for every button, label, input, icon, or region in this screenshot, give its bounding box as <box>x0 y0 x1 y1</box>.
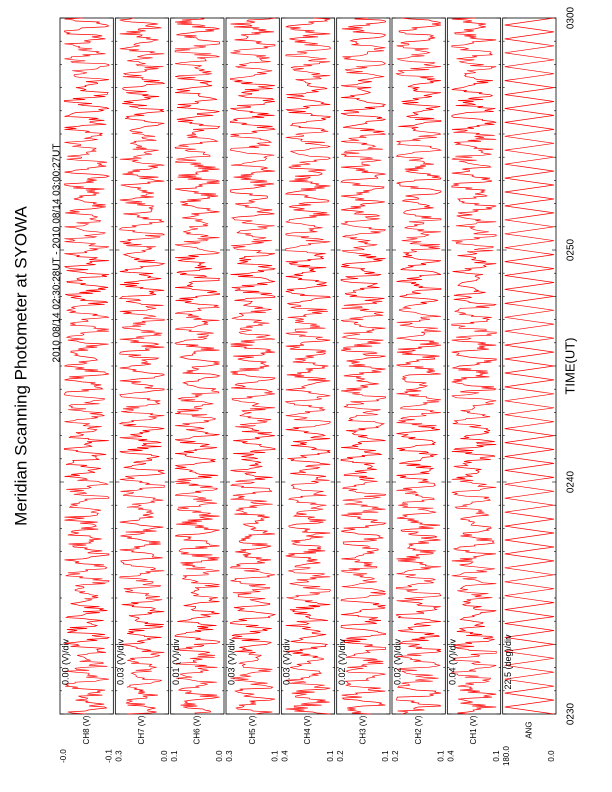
y-tick-label-top: 0.2 <box>391 750 401 762</box>
scale-label-ch2: 0.02 (V)/div <box>392 638 403 686</box>
panel-ch6 <box>171 18 224 714</box>
y-tick-label-bottom: 0.1 <box>491 750 501 762</box>
scale-label-ch8: 0.00 (V)/div <box>60 638 71 686</box>
channel-label-ch1: CH1 (V) <box>469 715 479 745</box>
panel-frame <box>171 18 224 714</box>
panel-frame <box>115 18 168 714</box>
scale-label-ch5: 0.03 (V)/div <box>226 638 237 686</box>
series-trace-ch2 <box>397 18 441 714</box>
series-trace-ch1 <box>452 18 496 714</box>
channel-label-ch3: CH3 (V) <box>358 715 368 745</box>
y-tick-label-bottom: 0.1 <box>270 750 280 762</box>
series-trace-ang <box>505 18 554 714</box>
panel-ch2 <box>392 18 445 714</box>
y-tick-label-bottom: -0.1 <box>104 749 114 763</box>
series-trace-ch7 <box>120 18 164 714</box>
y-tick-label-top: 0.2 <box>335 750 345 762</box>
y-tick-label-top: 0.3 <box>114 750 124 762</box>
channel-label-ch7: CH7 (V) <box>137 715 147 745</box>
channel-label-ch8: CH8 (V) <box>81 715 91 745</box>
channel-label-ch5: CH5 (V) <box>247 715 257 745</box>
y-tick-label-bottom: 0.1 <box>381 750 391 762</box>
channel-label-ch6: CH6 (V) <box>192 715 202 745</box>
y-tick-label-bottom: 0.1 <box>436 750 446 762</box>
panel-ch1 <box>447 18 500 714</box>
panel-frame <box>503 18 556 714</box>
panel-ch8 <box>60 18 113 714</box>
scale-label-ch1: 0.04 (V)/div <box>447 638 458 686</box>
x-tick-label-0250: 0250 <box>565 238 577 262</box>
scale-label-ch3: 0.02 (V)/div <box>337 638 348 686</box>
chart-subtitle: 2010 08/14 02:30:28UT - 2010 08/14 03:00:27UT <box>51 143 63 363</box>
chart-title: Meridian Scanning Photometer at SYOWA <box>11 206 31 526</box>
series-trace-ch6 <box>175 18 219 714</box>
panel-ch5 <box>226 18 279 714</box>
scale-label-ch4: 0.03 (V)/div <box>281 638 292 686</box>
y-tick-label-bottom: 0.0 <box>159 750 169 762</box>
channel-label-ch4: CH4 (V) <box>303 715 313 745</box>
y-tick-label-top: 0.4 <box>280 750 290 762</box>
y-tick-label-top: 0.1 <box>169 750 179 762</box>
x-axis-label: TIME(UT) <box>562 337 578 395</box>
y-tick-label-top: 0.4 <box>446 750 456 762</box>
series-trace-ch8 <box>65 18 109 714</box>
series-trace-ch4 <box>286 18 330 714</box>
scale-label-ch7: 0.03 (V)/div <box>115 638 126 686</box>
scale-label-ch6: 0.01 (V)/div <box>171 638 182 686</box>
series-trace-ch5 <box>231 18 275 714</box>
y-tick-label-bottom: 0.0 <box>547 750 557 762</box>
x-tick-label-0230: 0230 <box>565 702 577 726</box>
series-trace-ch3 <box>341 18 385 714</box>
y-tick-label-bottom: 0.1 <box>325 750 335 762</box>
channel-label-ch2: CH2 (V) <box>413 715 423 745</box>
channel-label-ang: ANG <box>524 721 534 739</box>
y-tick-label-top: 180.0 <box>501 745 511 767</box>
panel-ch7 <box>115 18 168 714</box>
scale-label-ang: 22.5 (deg)/div <box>503 634 514 690</box>
panel-ch3 <box>337 18 390 714</box>
x-tick-label-0300: 0300 <box>565 6 577 30</box>
x-tick-label-0240: 0240 <box>565 470 577 494</box>
panel-ch4 <box>281 18 334 714</box>
y-tick-label-top: 0.3 <box>225 750 235 762</box>
y-tick-label-bottom: 0.0 <box>215 750 225 762</box>
panel-ang <box>503 18 556 714</box>
y-tick-label-top: -0.0 <box>59 749 69 763</box>
